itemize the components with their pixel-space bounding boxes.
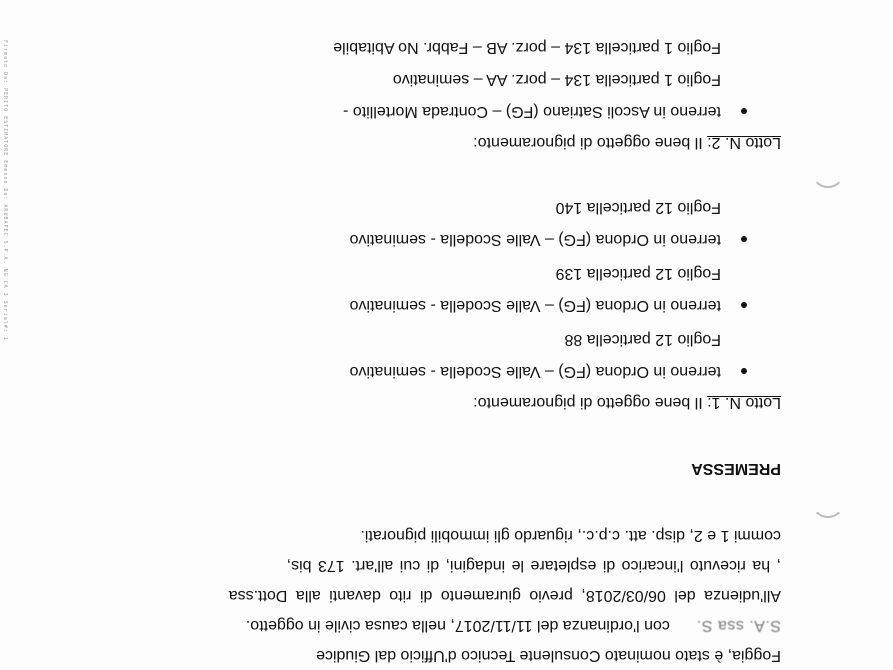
bullet: [741, 108, 747, 114]
lotto-1-item-sub: Foglio 12 particella 140: [555, 199, 721, 216]
paragraph-line: commi 1 e 2, disp. att. c.p.c., riguardo gli immobili pignorati.: [360, 527, 781, 544]
paragraph-line: S.A. ssa S. con l'ordinanza del 11/11/2017, nella causa civile in oggetto.: [245, 617, 781, 634]
redacted-name: S.A. ssa S.: [696, 617, 781, 634]
lotto-2-item-sub: Foglio 1 particella 134 – porz. AB – Fabbr. No Abitabile: [333, 39, 721, 56]
lotto-1-item-sub: Foglio 12 particella 88: [564, 331, 721, 348]
punch-hole: [811, 154, 845, 188]
edge-signature-stamp: Firmato Da: PERITO ESTIMATORE Emesso Da: ARUBAPEC S.P.A. NG CA 3 Serial#: 1: [2, 40, 8, 341]
bullet: [741, 236, 747, 242]
bullet: [741, 368, 747, 374]
paragraph-line: , ha ricevuto l'incarico di espletare le indagini, di cui all'art. 173 bis,: [286, 557, 781, 574]
lotto-1-item-title: terreno in Ordona (FG) – Valle Scodella - seminativo: [349, 363, 721, 380]
lotto-1-header: Lotto N. 1: Il bene oggetto di pignoramento:: [473, 394, 781, 411]
lotto-2-item-sub: Foglio 1 particella 134 – porz. AA – seminativo: [392, 71, 721, 88]
lotto-2-item-title: terreno in Ascoli Satriano (FG) – Contrada Mortellito -: [343, 103, 721, 120]
lotto-1-item-sub: Foglio 12 particella 139: [555, 265, 721, 282]
lotto-1-item-title: terreno in Ordona (FG) – Valle Scodella - seminativo: [349, 297, 721, 314]
lotto-1-item-title: terreno in Ordona (FG) – Valle Scodella - seminativo: [349, 231, 721, 248]
punch-hole: [811, 484, 845, 518]
paragraph-line: Foggia, è stato nominato Consulente Tecnico d'Ufficio dal Giudice: [316, 647, 781, 664]
bullet: [741, 302, 747, 308]
paragraph-line: All'udienza del 06/03/2018, previo giuramento di rito davanti alla Dott.ssa: [228, 587, 781, 604]
lotto-2-header: Lotto N. 2: Il bene oggetto di pignoramento:: [473, 134, 781, 151]
section-heading: PREMESSA: [691, 460, 781, 477]
